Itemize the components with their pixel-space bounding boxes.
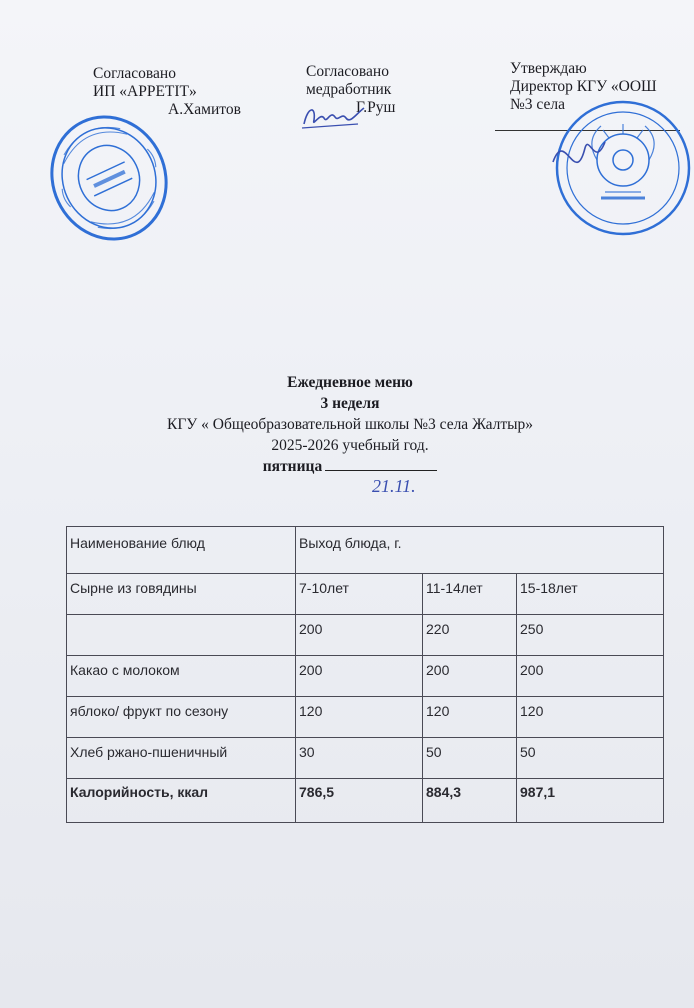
menu-heading: Ежедневное меню [287,374,413,391]
row-value-1: 30 [296,738,423,779]
handwritten-date [370,474,430,498]
row-value-1: 7-10лет [296,574,423,615]
row-value-3: 200 [517,656,664,697]
row-value-3: 15-18лет [517,574,664,615]
menu-week: 3 неделя [320,395,380,412]
row-name: Какао с молоком [67,656,296,697]
table-row [67,656,664,697]
row-value-1: 200 [296,656,423,697]
row-value-3: 120 [517,697,664,738]
approval-middle-line2: медработник [306,81,392,98]
approval-middle-line1: Согласовано [306,63,389,80]
row-name: Сырне из говядины [67,574,296,615]
row-value-2: 50 [423,738,517,779]
total-label: Калорийность, ккал [67,779,296,823]
approval-right-line3: №3 села [510,96,565,113]
row-value-2: 200 [423,656,517,697]
school-year: 2025-2026 учебный год. [271,437,429,454]
total-value-2: 884,3 [423,779,517,823]
row-value-1: 200 [296,615,423,656]
row-value-3: 50 [517,738,664,779]
table-header-row [67,527,664,574]
table-row [67,615,664,656]
header-dish-name: Наименование блюд [67,527,296,574]
row-value-2: 220 [423,615,517,656]
header-output: Выход блюда, г. [296,527,664,574]
approval-left-signer: А.Хамитов [168,101,241,118]
school-name: КГУ « Общеобразовательной школы №3 села Жалтыр» [166,416,534,433]
approval-right-line2: Директор КГУ «ООШ [510,78,657,95]
row-value-3: 250 [517,615,664,656]
row-name: яблоко/ фрукт по сезону [67,697,296,738]
approval-middle-signer: Г.Руш [356,99,396,116]
menu-table [66,526,664,823]
table-row [67,574,664,615]
day-line [100,456,600,477]
row-name: Хлеб ржано-пшеничный [67,738,296,779]
date-blank [325,456,437,471]
row-value-2: 120 [423,697,517,738]
table-total-row [67,779,664,823]
handwritten-date-text: 21.11. [372,476,416,496]
menu-title-block [100,372,600,477]
total-value-1: 786,5 [296,779,423,823]
day-label: пятница [262,458,323,475]
row-value-2: 11-14лет [423,574,517,615]
approval-left-line2: ИП «APPETIT» [93,83,197,100]
total-value-3: 987,1 [517,779,664,823]
table-row [67,738,664,779]
approval-right-line1: Утверждаю [510,60,587,77]
medic-signature [300,102,370,132]
company-stamp [48,108,170,248]
row-value-1: 120 [296,697,423,738]
table-row [67,697,664,738]
approval-left-line1: Согласовано [93,65,176,82]
row-name [67,615,296,656]
official-seal [545,98,694,238]
